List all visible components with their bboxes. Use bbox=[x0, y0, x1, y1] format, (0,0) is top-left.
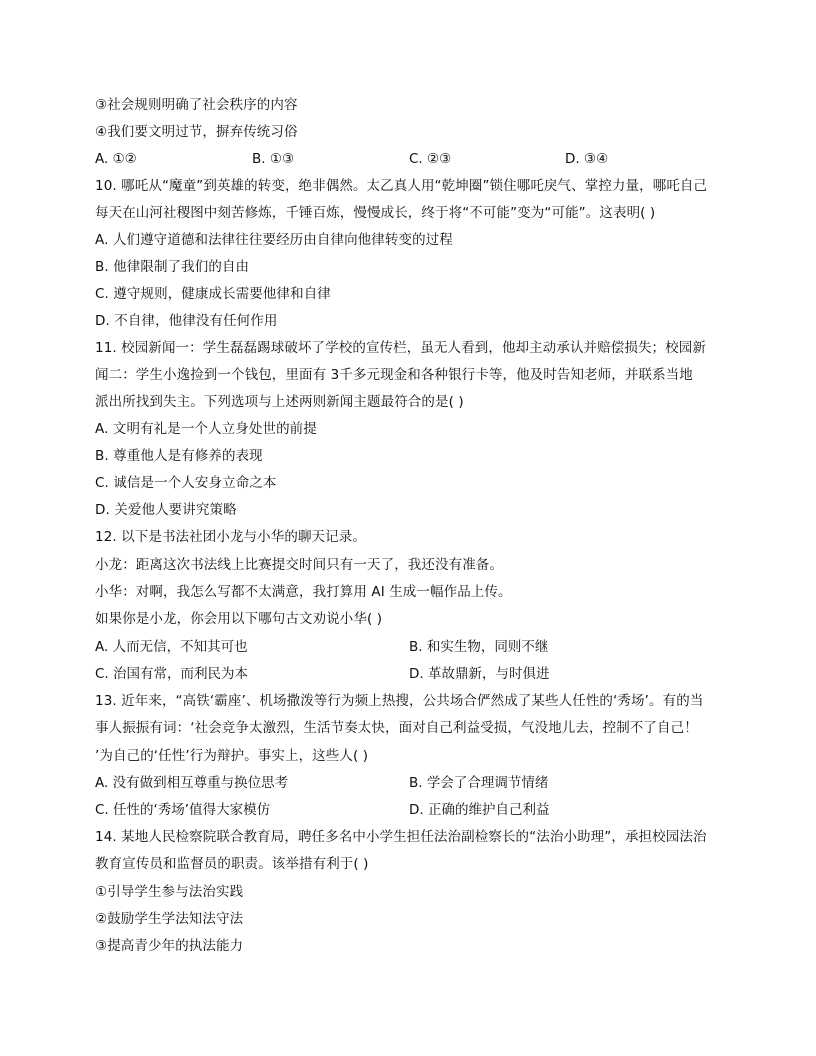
q14-stem-line1: 14. 某地人民检察院联合教育局，聘任多名中小学生担任法治副检察长的“法治小助理”，承担校园法治 bbox=[95, 829, 707, 845]
q11-stem-line3: 派出所找到失主。下列选项与上述两则新闻主题最符合的是( ) bbox=[95, 394, 464, 410]
q11-stem-line2: 闻二：学生小逸捡到一个钱包，里面有 3千多元现金和各种银行卡等，他及时告知老师，并联系当地 bbox=[95, 367, 693, 383]
q10-stem-line1: 10. 哪吒从“魔童”到英雄的转变，绝非偶然。太乙真人用“乾坤圈”锁住哪吒戾气、掌控力量，哪吒自己 bbox=[95, 178, 708, 194]
q11-option-b: B. 尊重他人是有修养的表现 bbox=[95, 448, 263, 464]
q13-option-c: C. 任性的‘秀场’值得大家模仿 bbox=[95, 802, 271, 818]
q12-option-a: A. 人而无信，不知其可也 bbox=[95, 639, 248, 655]
statement-3: ③社会规则明确了社会秩序的内容 bbox=[95, 97, 298, 113]
q12-question: 如果你是小龙，你会用以下哪句古文劝说小华( ) bbox=[95, 611, 383, 627]
q12-dialogue-xiaolong: 小龙：距离这次书法线上比赛提交时间只有一天了，我还没有准备。 bbox=[95, 557, 503, 573]
q11-option-c: C. 诚信是一个人安身立命之本 bbox=[95, 475, 277, 491]
q14-statement-1: ①引导学生参与法治实践 bbox=[95, 884, 244, 900]
q13-option-d: D. 正确的维护自己利益 bbox=[409, 802, 550, 818]
q13-stem-line3: ’为自己的‘任性’行为辩护。事实上，这些人( ) bbox=[95, 748, 369, 764]
q12-stem-line1: 12. 以下是书法社团小龙与小华的聊天记录。 bbox=[95, 529, 366, 545]
q13-stem-line2: 事人振振有词：‘社会竞争太激烈，生活节奏太快，面对自己利益受损，气没地儿去，控制不了自己！ bbox=[95, 720, 698, 736]
q14-statement-2: ②鼓励学生学法知法守法 bbox=[95, 911, 244, 927]
q13-option-b: B. 学会了合理调节情绪 bbox=[409, 775, 549, 791]
q11-option-a: A. 文明有礼是一个人立身处世的前提 bbox=[95, 421, 317, 437]
q12-option-b: B. 和实生物，同则不继 bbox=[409, 639, 549, 655]
q9-option-a: A. ①② bbox=[95, 151, 137, 167]
q13-option-a: A. 没有做到相互尊重与换位思考 bbox=[95, 775, 289, 791]
q10-option-c: C. 遵守规则，健康成长需要他律和自律 bbox=[95, 286, 331, 302]
q9-option-d: D. ③④ bbox=[565, 151, 609, 167]
q9-option-c: C. ②③ bbox=[409, 151, 452, 167]
q10-stem-line2: 每天在山河社稷图中刻苦修炼，千锤百炼，慢慢成长，终于将“不可能”变为“可能”。这表明( ) bbox=[95, 205, 656, 221]
q10-option-d: D. 不自律，他律没有任何作用 bbox=[95, 313, 278, 329]
q10-option-b: B. 他律限制了我们的自由 bbox=[95, 259, 250, 275]
q12-option-c: C. 治国有常，而利民为本 bbox=[95, 666, 249, 682]
statement-4: ④我们要文明过节，摒弃传统习俗 bbox=[95, 124, 298, 140]
q9-option-b: B. ①③ bbox=[252, 151, 295, 167]
q14-statement-3: ③提高青少年的执法能力 bbox=[95, 938, 244, 954]
q12-dialogue-xiaohua: 小华：对啊，我怎么写都不太满意，我打算用 AI 生成一幅作品上传。 bbox=[95, 584, 512, 600]
q14-stem-line2: 教育宣传员和监督员的职责。该举措有利于( ) bbox=[95, 856, 369, 872]
q12-option-d: D. 革故鼎新，与时俱进 bbox=[409, 666, 550, 682]
q11-option-d: D. 关爱他人要讲究策略 bbox=[95, 502, 237, 518]
q13-stem-line1: 13. 近年来，“高铁‘霸座’、机场撒泼等行为频上热搜，公共场合俨然成了某些人任性的‘秀场’。有的当 bbox=[95, 693, 704, 709]
q10-option-a: A. 人们遵守道德和法律往往要经历由自律向他律转变的过程 bbox=[95, 232, 453, 248]
q11-stem-line1: 11. 校园新闻一：学生磊磊踢球破坏了学校的宣传栏，虽无人看到，他却主动承认并赔偿损失；校园新 bbox=[95, 340, 706, 356]
